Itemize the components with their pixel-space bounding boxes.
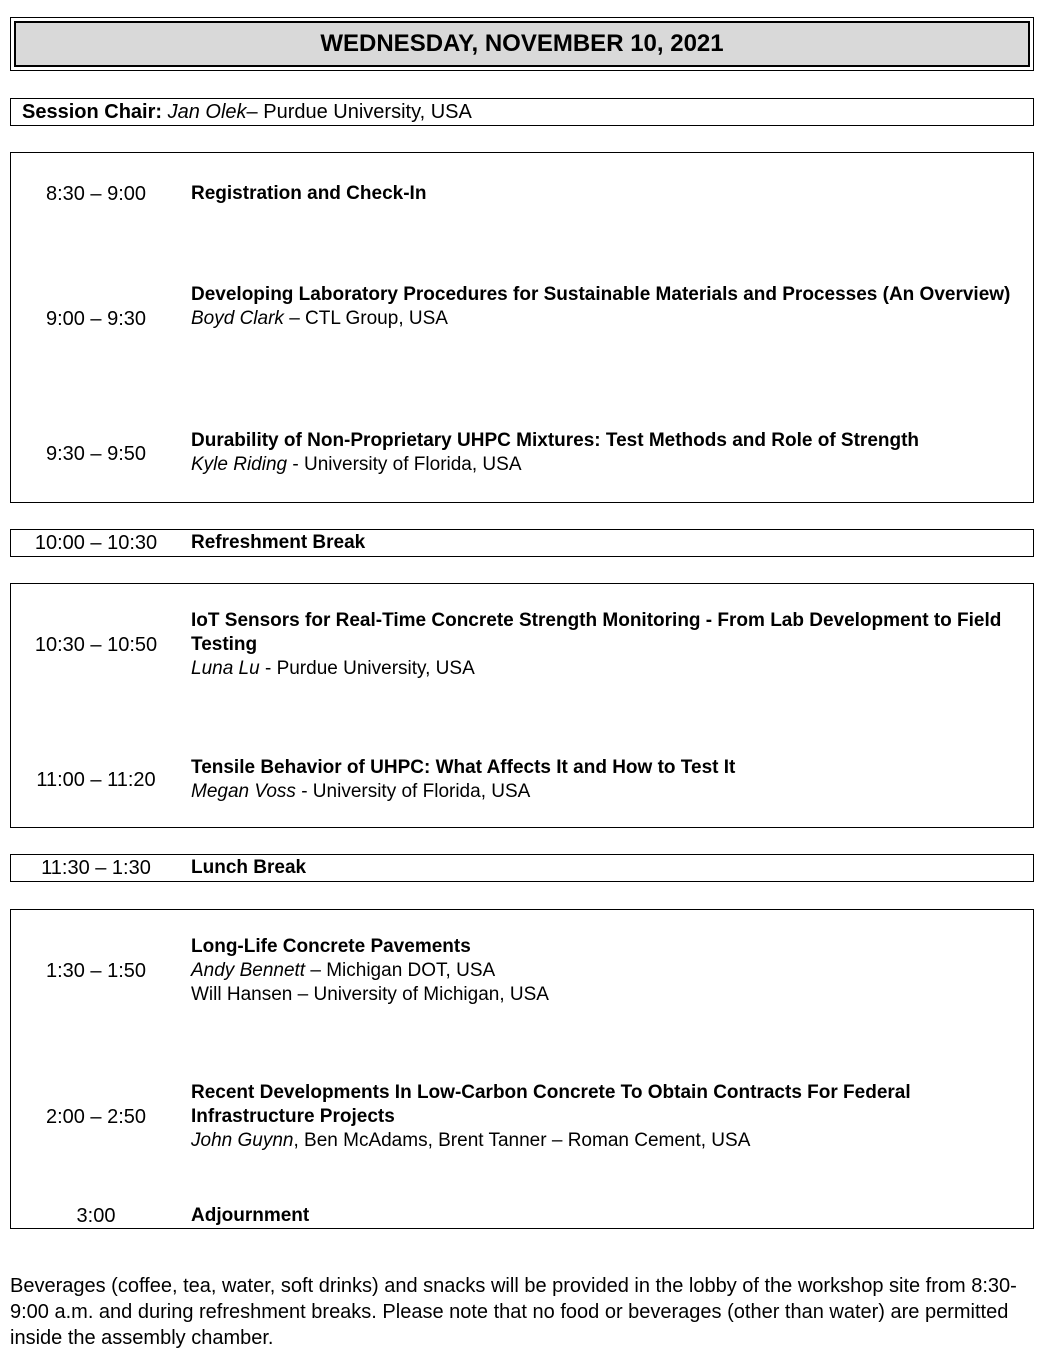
agenda-item [191,429,1021,477]
item-title: Durability of Non-Proprietary UHPC Mixtures: Test Methods and Role of Strength [191,430,920,451]
speaker-affiliation: , Ben McAdams, Brent Tanner – Roman Cement, USA [293,1130,751,1151]
speaker-affiliation: – Michigan DOT, USA [305,960,496,981]
speaker-affiliation: – CTL Group, USA [283,308,448,329]
item-time: 1:30 – 1:50 [45,960,147,982]
speaker-affiliation: - University of Florida, USA [295,781,531,802]
refreshment-break-row [10,529,1034,557]
agenda-item [191,283,1021,331]
speaker-name: Megan Voss [191,781,296,802]
day-title: WEDNESDAY, NOVEMBER 10, 2021 [14,21,1030,67]
agenda-item [191,1081,1021,1153]
agenda-item [191,756,1021,804]
agenda-item [191,182,1021,206]
speaker-name: Luna Lu [191,658,260,679]
item-time: 9:30 – 9:50 [45,443,147,465]
item-title: Recent Developments In Low-Carbon Concrete To Obtain Contracts For Federal Infrastructure Projects [191,1082,911,1127]
schedule-block-late-morning [10,583,1034,828]
item-time: 10:30 – 10:50 [34,634,158,656]
item-title: Developing Laboratory Procedures for Sustainable Materials and Processes (An Overview) [191,284,1011,305]
item-title: Long-Life Concrete Pavements [191,936,471,957]
session-chair-name: Jan Olek [167,100,247,123]
second-speaker: Will Hansen – University of Michigan, USA [191,984,549,1005]
speaker-affiliation: - University of Florida, USA [287,454,522,475]
break-time: 10:00 – 10:30 [34,532,158,554]
speaker-name: Boyd Clark [191,308,284,329]
agenda-item [191,935,1021,1007]
speaker-name: Kyle Riding [191,454,288,475]
speaker-affiliation: - Purdue University, USA [259,658,475,679]
beverages-note: Beverages (coffee, tea, water, soft drinks) and snacks will be provided in the lobby of the workshop site from 8:30-9:00 a.m. and during refreshment breaks. Please note that no food or beverages (other than water) are permitted inside the assembly chamber. [10,1275,1017,1349]
item-title: Adjournment [191,1205,310,1226]
item-title: Tensile Behavior of UHPC: What Affects It and How to Test It [191,757,736,778]
item-time: 8:30 – 9:00 [45,183,147,205]
session-chair-affiliation: – Purdue University, USA [246,100,472,123]
day-header [10,17,1034,71]
lunch-break-row [10,854,1034,882]
item-title: Registration and Check-In [191,183,427,204]
session-chair-label: Session Chair: [22,100,163,123]
item-time: 2:00 – 2:50 [45,1106,147,1128]
agenda-item [191,609,1021,681]
break-title: Refreshment Break [191,532,366,553]
item-title: IoT Sensors for Real-Time Concrete Strength Monitoring - From Lab Development to Field Testing [191,610,1002,655]
schedule-block-morning [10,152,1034,503]
speaker-name: John Guynn [191,1130,294,1151]
break-time: 11:30 – 1:30 [41,857,151,879]
item-time: 9:00 – 9:30 [45,308,147,330]
speaker-name: Andy Bennett [191,960,306,981]
agenda-item [191,1204,1021,1228]
session-chair-box [10,98,1034,126]
item-time: 11:00 – 11:20 [36,769,156,791]
break-title: Lunch Break [191,857,307,878]
item-time: 3:00 [76,1205,116,1227]
schedule-block-afternoon [10,909,1034,1229]
